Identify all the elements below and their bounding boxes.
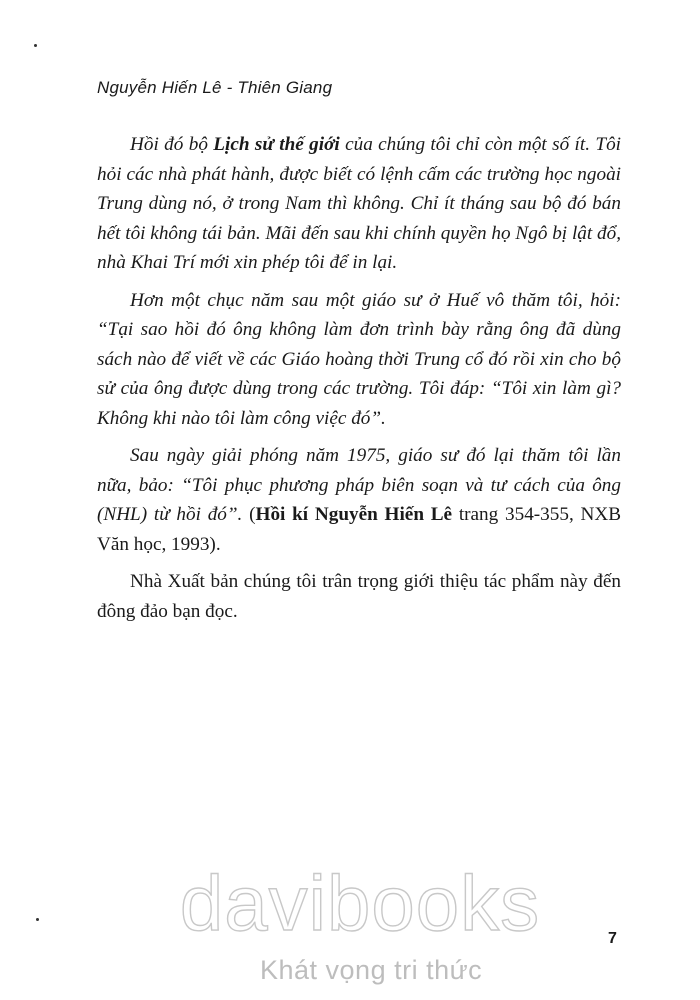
running-header: Nguyễn Hiến Lê - Thiên Giang [97,78,333,97]
paragraph-4 [97,567,621,626]
page-number: 7 [608,930,617,947]
text-segment: của chúng tôi chỉ còn một số ít. Tôi hỏi các nhà phát hành, được biết có lệnh cấm các trường học ngoài Trung dùng nó, ở trong Nam thì không. Chỉ ít tháng sau bộ đó bán hết tôi không tái bản. Mãi đến sau khi chính quyền họ Ngô bị lật đổ, nhà Khai Trí mới xin phép tôi để in lại. [97,134,621,273]
paragraph-1 [97,130,621,278]
scan-speck [34,44,37,47]
cited-work-title: Hồi kí Nguyễn Hiến Lê [255,504,453,525]
text-segment: Hồi đó bộ [130,134,214,155]
text-segment: ( [242,504,256,525]
watermark-tagline: Khát vọng tri thức [260,955,483,985]
scan-speck [36,918,39,921]
body-text [97,130,621,634]
paragraph-2 [97,286,621,434]
text-segment: Sau ngày giải phóng năm 1975, giáo sư đó lại thăm tôi lần nữa, bảo: “Tôi phục phương pháp biên soạn và tư cách của ông (NHL) từ hồi đó”. [97,445,621,525]
citation-details: trang 354-355, NXB Văn học, 1993). [97,504,622,555]
book-title: Lịch sử thế giới [213,134,340,155]
text-segment: Hơn một chục năm sau một giáo sư ở Huế vô thăm tôi, hỏi: “Tại sao hồi đó ông không làm đơn trình bày rằng ông đã dùng sách nào để viết về các Giáo hoàng thời Trung cổ đó rồi xin cho bộ sử của ông được dùng trong các trường. Tôi đáp: “Tôi xin làm gì? Không khi nào tôi làm công việc đó”. [97,289,621,429]
watermark-logo [150,860,570,946]
paragraph-3 [97,441,621,559]
watermark-logo-text: davibooks [179,859,541,947]
text-segment: Nhà Xuất bản chúng tôi trân trọng giới thiệu tác phẩm này đến đông đảo bạn đọc. [97,571,621,622]
